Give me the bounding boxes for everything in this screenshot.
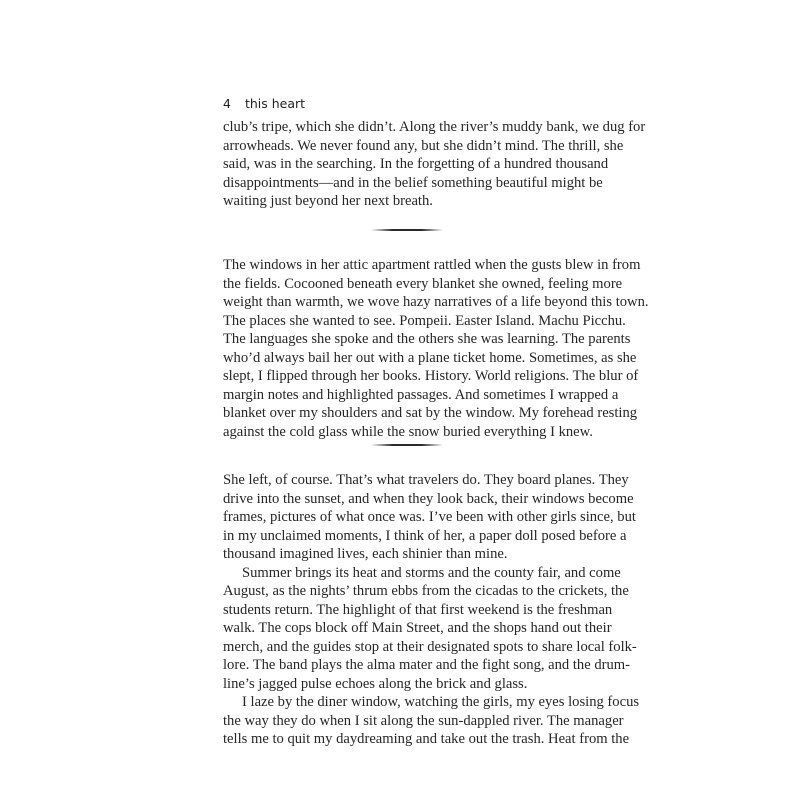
running-title: this heart <box>244 96 306 111</box>
text-line: the way they do when I sit along the sun-dappled river. The manager <box>223 712 624 729</box>
text-line: margin notes and highlighted passages. And sometimes I wrapped a <box>223 386 619 403</box>
text-line: blanket over my shoulders and sat by the window. My forehead resting <box>223 405 638 421</box>
text-line: students return. The highlight of that first weekend is the freshman <box>223 601 613 618</box>
text-line: arrowheads. We never found any, but she didn’t mind. The thrill, she <box>223 137 624 154</box>
page-number: 4 <box>223 96 231 111</box>
text-line: weight than warmth, we wove hazy narratives of a life beyond this town. <box>223 294 649 310</box>
text-line: August, as the nights’ thrum ebbs from the cicadas to the crickets, the <box>223 583 629 599</box>
section-break-divider <box>371 229 443 231</box>
paragraph <box>223 471 636 564</box>
section-2-text <box>223 256 649 441</box>
text-line: The languages she spoke and the others she was learning. The parents <box>223 331 631 347</box>
section-3-text <box>223 471 640 749</box>
text-line: disappointments—and in the belief something beautiful might be <box>223 174 603 191</box>
text-line: lore. The band plays the alma mater and the fight song, and the drum- <box>223 657 631 673</box>
text-line: in my unclaimed moments, I think of her, a paper doll posed before a <box>223 527 627 544</box>
text-line: I laze by the diner window, watching the girls, my eyes losing focus <box>242 694 640 710</box>
text-line: the fields. Cocooned beneath every blanket she owned, feeling more <box>223 275 623 292</box>
text-line: who’d always bail her out with a plane ticket home. Sometimes, as she <box>223 349 637 366</box>
text-line: tells me to quit my daydreaming and take out the trash. Heat from the <box>223 731 630 747</box>
text-line: merch, and the guides stop at their designated spots to share local folk- <box>223 638 637 655</box>
text-line: The windows in her attic apartment rattled when the gusts blew in from <box>223 257 641 273</box>
section-break-divider <box>371 444 443 446</box>
paragraph <box>223 693 640 749</box>
text-line: Summer brings its heat and storms and the county fair, and come <box>242 564 621 581</box>
text-line: against the cold glass while the snow buried everything I knew. <box>223 423 593 440</box>
text-line: waiting just beyond her next breath. <box>223 193 433 209</box>
text-line: line’s jagged pulse echoes along the brick and glass. <box>223 675 528 692</box>
paragraph <box>223 118 646 211</box>
text-line: drive into the sunset, and when they look back, their windows become <box>223 490 634 507</box>
paragraph <box>223 564 637 694</box>
text-line: slept, I flipped through her books. History. World religions. The blur of <box>223 368 639 384</box>
text-line: frames, pictures of what once was. I’ve been with other girls since, but <box>223 509 636 525</box>
text-line: She left, of course. That’s what travelers do. They board planes. They <box>223 472 629 488</box>
paragraph <box>223 256 649 441</box>
text-line: said, was in the searching. In the forgetting of a hundred thousand <box>223 156 609 172</box>
text-line: walk. The cops block off Main Street, and the shops hand out their <box>223 620 612 636</box>
text-line: club’s tripe, which she didn’t. Along the river’s muddy bank, we dug for <box>223 119 646 135</box>
text-line: The places she wanted to see. Pompeii. Easter Island. Machu Picchu. <box>223 312 626 329</box>
text-line: thousand imagined lives, each shinier than mine. <box>223 546 508 562</box>
running-header <box>223 96 305 111</box>
section-1-text <box>223 118 646 211</box>
